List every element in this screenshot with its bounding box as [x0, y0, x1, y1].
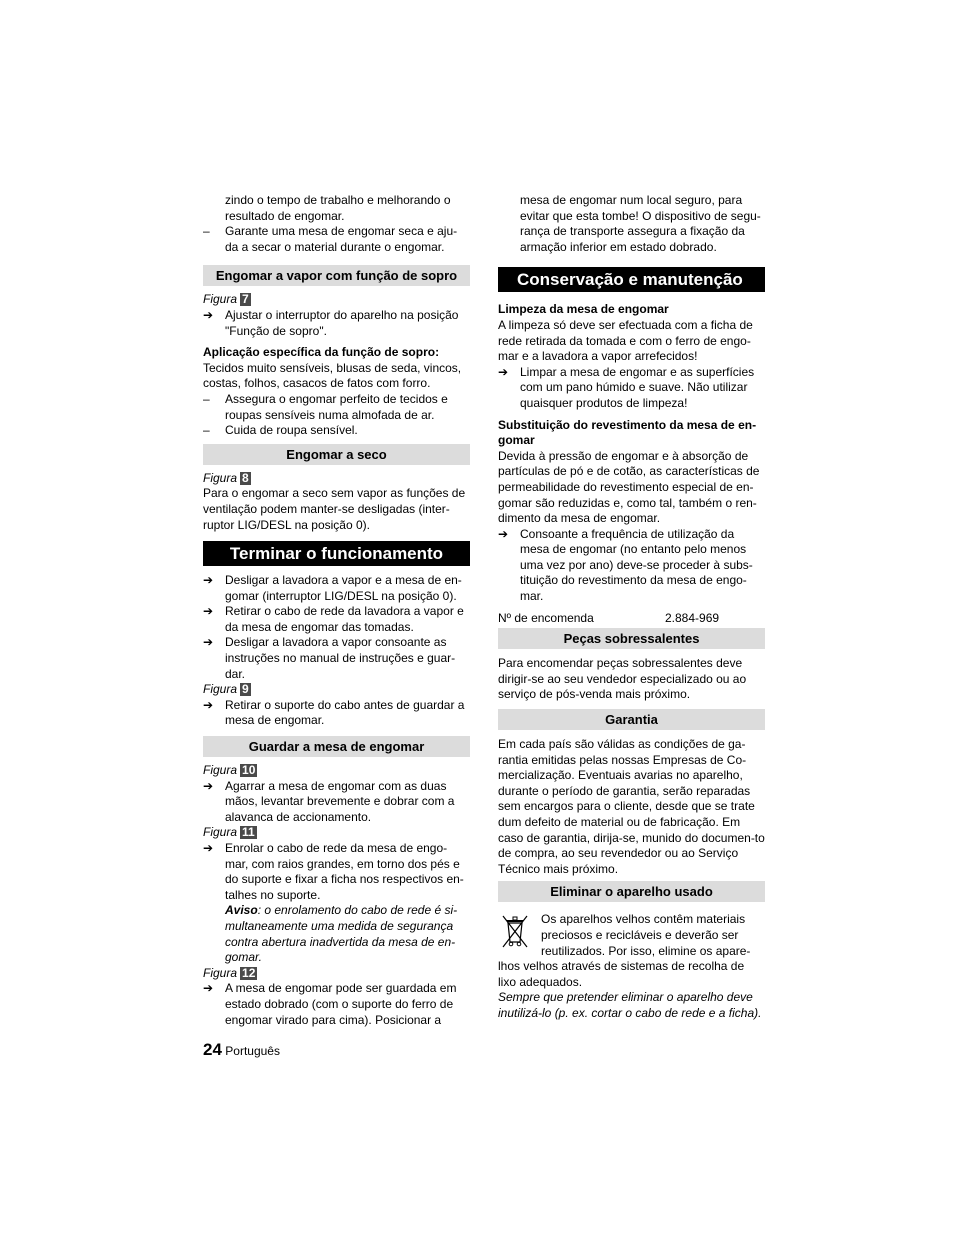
figure-number: 8 [242, 470, 249, 485]
list-item-text: Desligar a lavadora a vapor e a mesa de en-gomar (interruptor LIG/DESL na posição 0). [225, 573, 462, 603]
paragraph: Para encomendar peças sobressalentes deve dirigir-se ao seu vendedor especializado ou ao serviço de pós-venda mais próximo. [498, 656, 747, 702]
chapter-heading: Conservação e manutenção [498, 267, 765, 292]
list-item-text: Enrolar o cabo de rede da mesa de engo-mar, com raios grandes, em torno dos pés e do suporte e fixar a ficha nos respectivos en-talhes no suporte. [225, 841, 464, 902]
list-item-text: Retirar o cabo de rede da lavadora a vapor e da mesa de engomar das tomadas. [225, 604, 464, 634]
figure-label: Figura [203, 825, 238, 840]
subheading: Aplicação específica da função de sopro: [203, 345, 440, 360]
list-item-text: Assegura o engomar perfeito de tecidos e roupas sensíveis numa almofada de ar. [225, 391, 448, 422]
paragraph: Tecidos muito sensíveis, blusas de seda, vincos, costas, folhos, casacos de fatos com forro. [203, 360, 462, 391]
subheading: Substituição do revestimento da mesa de en-gomar [498, 417, 757, 448]
list-item-text: Consoante a frequência de utilização da mesa de engomar (no entanto pelo menos uma vez por ano) deve-se proceder à subs-tituição do revestimento da mesa de engo-mar. [520, 526, 753, 604]
list-item-text: Limpar a mesa de engomar e as superfícies com um pano húmido e suave. Não utilizar quaisquer produtos de limpeza! [520, 364, 755, 410]
dash-bullet: – [203, 391, 210, 406]
figure-label: Figura [203, 292, 238, 307]
arrow-right-icon: ➔ [203, 697, 214, 712]
section-heading: Garantia [498, 709, 765, 730]
page-footer [203, 1040, 280, 1060]
arrow-right-icon: ➔ [203, 604, 214, 619]
list-item-text: Ajustar o interruptor do aparelho na posição "Função de sopro". [225, 307, 459, 338]
figure-number: 10 [242, 763, 256, 778]
figure-number: 12 [242, 965, 256, 980]
disposal-text: Os aparelhos velhos contêm materiais preciosos e recicláveis e deverão ser reutilizados. Por isso, elimine os apare-lhos velhos através de sistemas de recolha de lixo adequados. [498, 912, 751, 989]
paragraph [498, 912, 765, 990]
figure-number: 11 [242, 825, 255, 840]
list-item-text: Retirar o suporte do cabo antes de guardar a mesa de engomar. [225, 697, 465, 728]
disposal-block [498, 912, 765, 990]
dash-bullet: – [203, 423, 210, 438]
list-item [203, 423, 470, 439]
subheading: Limpeza da mesa de engomar [498, 302, 669, 317]
figure-label: Figura [203, 965, 238, 980]
crossed-bin-icon [498, 912, 532, 950]
page-number: 24 [203, 1040, 222, 1059]
list-item [203, 224, 470, 255]
figure-label: Figura [203, 682, 238, 697]
disposal-note: Sempre que pretender eliminar o aparelho deve inutilizá-lo (p. ex. cortar o cabo de rede e a ficha). [498, 990, 762, 1020]
list-item [498, 527, 765, 605]
list-item [203, 698, 470, 729]
paragraph: mesa de engomar num local seguro, para evitar que esta tombe! O dispositivo de segu-rança de transporte assegura a fixação da armação inferior em estado dobrado. [520, 193, 761, 254]
list-item-text: Agarrar a mesa de engomar com as duas mãos, levantar brevemente e dobrar com a alavanca de accionamento. [225, 778, 455, 824]
list-item-text: Cuida de roupa sensível. [225, 423, 358, 438]
list-item [203, 308, 470, 339]
paragraph: A limpeza só deve ser efectuada com a ficha de rede retirada da tomada e com o ferro de engo-mar e a lavadora a vapor arrefecidos! [498, 317, 753, 364]
right-column [498, 193, 765, 1022]
order-number-label: Nº de encomenda [498, 610, 594, 625]
list-item [203, 392, 470, 423]
notice [203, 903, 470, 965]
order-number-value: 2.884-969 [665, 610, 720, 625]
list-item [203, 841, 470, 903]
paragraph: zindo o tempo de trabalho e melhorando o resultado de engomar. [225, 193, 451, 223]
section-heading: Eliminar o aparelho usado [498, 881, 765, 902]
list-item [203, 779, 470, 826]
paragraph: Para o engomar a seco sem vapor as funções de ventilação podem manter-se desligadas (inter-ruptor LIG/DESL na posição 0). [203, 486, 466, 532]
list-item-text: Desligar a lavadora a vapor consoante as instruções no manual de instruções e guar-dar. [225, 635, 456, 681]
section-heading: Engomar a vapor com função de sopro [203, 265, 470, 286]
list-item [498, 365, 765, 412]
list-item [203, 573, 470, 604]
arrow-right-icon: ➔ [203, 307, 214, 322]
paragraph: Devida à pressão de engomar e à absorção de partículas de pó e de cotão, as características de permeabilidade do revestimento especial de en-gomar são reduzidas e, como tal, também o ren-dimento da mesa de engomar. [498, 448, 760, 526]
footer-language: Português [225, 1044, 280, 1058]
arrow-right-icon: ➔ [203, 778, 214, 793]
list-item [203, 981, 470, 1028]
figure-number: 7 [242, 292, 249, 307]
chapter-heading: Terminar o funcionamento [203, 541, 470, 566]
notice-text: : o enrolamento do cabo de rede é si-multaneamente uma medida de segurança contra abertura inadvertida da mesa de en-gomar. [225, 903, 458, 965]
section-heading: Guardar a mesa de engomar [203, 736, 470, 757]
list-item [203, 635, 470, 682]
list-item [203, 604, 470, 635]
list-item-text: Garante uma mesa de engomar seca e aju-da a secar o material durante o engomar. [225, 224, 458, 254]
paragraph: Em cada país são válidas as condições de ga-rantia emitidas pelas nossas Empresas de Co-mercialização. Eventuais avarias no aparelho, durante o período de garantia, serão reparadas sem encargos para o cliente, desde que se trate dum defeito de material ou de fabricação. Em caso de garantia, dirija-se, munido do documen-to de compra, ao seu revendedor ou ao Serviço Técnico mais próximo. [498, 737, 765, 876]
order-number-row [498, 611, 765, 627]
section-heading: Peças sobressalentes [498, 628, 765, 649]
arrow-right-icon: ➔ [203, 981, 214, 996]
figure-label: Figura [203, 470, 238, 485]
notice-label: Aviso [225, 903, 258, 918]
section-heading: Engomar a seco [203, 444, 470, 465]
list-item-text: A mesa de engomar pode ser guardada em estado dobrado (com o suporte do ferro de engomar virado para cima). Posicionar a [225, 981, 457, 1027]
figure-label: Figura [203, 763, 238, 778]
left-column [203, 193, 470, 1028]
arrow-right-icon: ➔ [498, 364, 509, 379]
arrow-right-icon: ➔ [498, 526, 509, 541]
figure-number: 9 [242, 682, 249, 697]
arrow-right-icon: ➔ [203, 635, 214, 650]
dash-bullet: – [203, 224, 210, 239]
arrow-right-icon: ➔ [203, 841, 214, 855]
arrow-right-icon: ➔ [203, 573, 214, 588]
